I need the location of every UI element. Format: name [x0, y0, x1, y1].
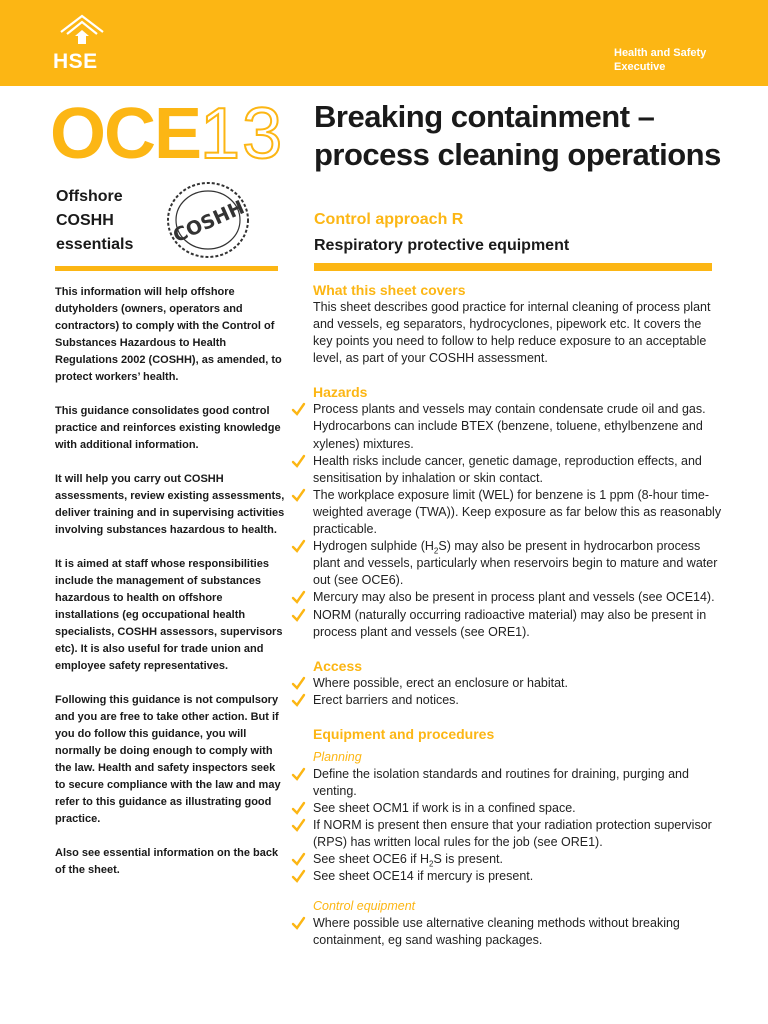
control-approach-code: Control approach R — [314, 211, 464, 228]
hazards-list — [313, 401, 723, 640]
control-equipment-list — [313, 915, 723, 949]
access-list — [313, 675, 723, 709]
content-column — [313, 281, 723, 949]
tick-icon — [291, 818, 306, 833]
list-item: See sheet OCE14 if mercury is present. — [313, 868, 723, 885]
tick-icon — [291, 693, 306, 708]
tick-icon — [291, 454, 306, 469]
tick-icon — [291, 767, 306, 782]
list-item: Define the isolation standards and routines for draining, purging and venting. — [313, 766, 723, 800]
tick-icon — [291, 402, 306, 417]
tick-icon — [291, 869, 306, 884]
subheading-control-equipment: Control equipment — [313, 898, 416, 913]
hse-logo-text: HSE — [53, 50, 98, 73]
right-divider — [314, 263, 712, 271]
intro-paragraph: It is aimed at staff whose responsibilities include the management of substances hazardous to health on offshore installations (eg occupational health specialists, COSHH assessors, supervisors etc). It is also useful for trade union and employee safety representatives. — [55, 558, 283, 672]
tick-icon — [291, 608, 306, 623]
covers-text: This sheet describes good practice for internal cleaning of process plant and vessels, eg separators, hydrocyclones, pipework etc. It covers the key points you need to follow to help reduce exposure to an acceptable level, as part of your COSHH assessment. — [313, 300, 711, 366]
coshh-stamp-icon — [162, 178, 254, 262]
intro-paragraph: Also see essential information on the back of the sheet. — [55, 847, 279, 876]
list-item: NORM (naturally occurring radioactive material) may also be present in process plant and vessels (see ORE1). — [313, 607, 723, 641]
tick-icon — [291, 852, 306, 867]
list-item: Where possible, erect an enclosure or habitat. — [313, 675, 723, 692]
tick-icon — [291, 676, 306, 691]
stamp-text: COSHH — [169, 196, 248, 248]
intro-paragraph: This information will help offshore dutyholders (owners, operators and contractors) to comply with the Control of Substances Hazardous to Health Regulations 2002 (COSHH), as amended, to protect workers’ health. — [55, 286, 282, 383]
left-divider — [55, 266, 278, 271]
tick-icon — [291, 488, 306, 503]
planning-list — [313, 766, 723, 886]
sheet-code-number: 13 — [200, 94, 285, 174]
intro-paragraph: This guidance consolidates good control practice and reinforces existing knowledge with additional information. — [55, 405, 281, 451]
tick-icon — [291, 916, 306, 931]
section-heading-equipment: Equipment and procedures — [313, 725, 495, 742]
tick-icon — [291, 590, 306, 605]
series-name: Offshore COSHH essentials — [56, 188, 134, 253]
organisation-name: Health and Safety Executive — [614, 47, 707, 73]
list-item: The workplace exposure limit (WEL) for benzene is 1 ppm (8-hour time-weighted average (TWA)). Keep exposure as far below this as reasonably practicable. — [313, 487, 723, 538]
intro-column — [55, 284, 287, 896]
list-item: If NORM is present then ensure that your radiation protection supervisor (RPS) has written local rules for the job (see ORE1). — [313, 817, 723, 851]
section-heading-access: Access — [313, 657, 363, 674]
list-item: Erect barriers and notices. — [313, 692, 723, 709]
section-heading-covers: What this sheet covers — [313, 282, 466, 298]
list-item: Hydrogen sulphide $(H_2S)$ may also be present in hydrocarbon process plant and vessels, particularly when reservoirs begin to mature and water out (see OCE6). — [313, 538, 723, 589]
list-item: See sheet OCM1 if work is in a confined space. — [313, 800, 723, 817]
tick-icon — [291, 539, 306, 554]
page-title: Breaking containment – process cleaning operations — [314, 99, 721, 172]
sheet-code-letters: OCE — [50, 94, 201, 174]
list-item: Mercury may also be present in process plant and vessels (see OCE14). — [313, 589, 723, 606]
sheet-code — [50, 94, 285, 174]
control-approach-name: Respiratory protective equipment — [314, 237, 570, 254]
section-heading-hazards: Hazards — [313, 384, 368, 401]
tick-icon — [291, 801, 306, 816]
intro-paragraph: Following this guidance is not compulsory and you are free to take other action. But if you do follow this guidance, you will normally be doing enough to comply with the law. Health and safety inspectors seek to secure compliance with the law and may refer to this guidance as illustrating good practice. — [55, 694, 281, 825]
intro-paragraph: It will help you carry out COSHH assessments, review existing assessments, deliver training and in supervising activities involving substances hazardous to health. — [55, 473, 285, 536]
list-item: See sheet OCE6 if $H_2S$ is present. — [313, 851, 723, 868]
subheading-planning: Planning — [313, 749, 362, 764]
list-item: Where possible use alternative cleaning methods without breaking containment, eg sand washing packages. — [313, 915, 723, 949]
list-item: Health risks include cancer, genetic damage, reproduction effects, and sensitisation by inhalation or skin contact. — [313, 453, 723, 487]
list-item: Process plants and vessels may contain condensate crude oil and gas. Hydrocarbons can include BTEX (benzene, toluene, ethylbenzene and xylenes) mixtures. — [313, 401, 723, 452]
